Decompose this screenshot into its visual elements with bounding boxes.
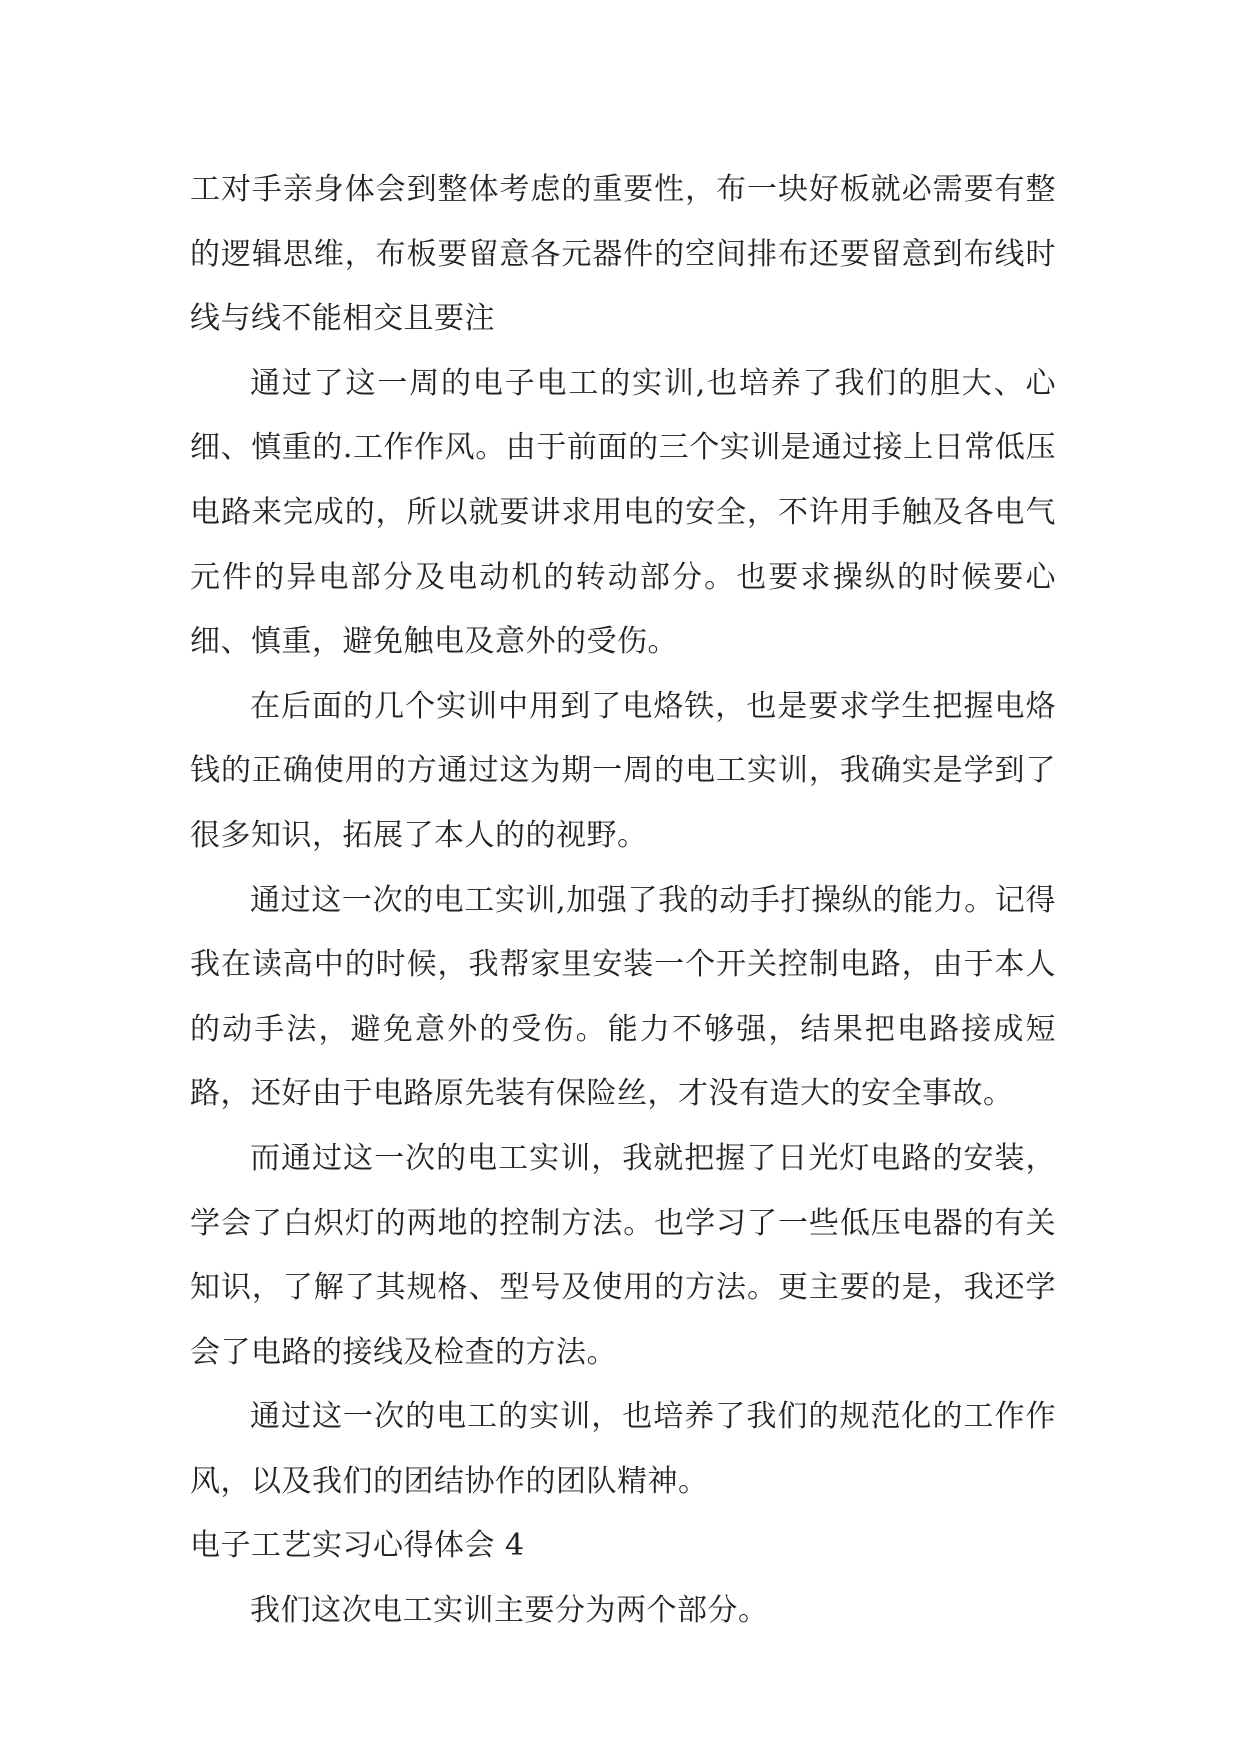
paragraph-hands-on-ability: 通过这一次的电工实训,加强了我的动手打操纵的能力。记得我在读高中的时候，我帮家里安装一个开关控制电路，由于本人的动手法，避免意外的受伤。能力不够强，结果把电路接成短路，还好由于电路原先装有保险丝，才没有造大的安全事故。	[190, 882, 1056, 1112]
document-page	[190, 158, 1056, 1644]
paragraph-two-parts: 我们这次电工实训主要分为两个部分。	[250, 1593, 769, 1629]
paragraph-training-week: 通过了这一周的电子电工的实训,也培养了我们的胆大、心细、慎重的.工作作风。由于前面的三个实训是通过接上日常低压电路来完成的，所以就要讲求用电的安全，不许用手触及各电气元件的异电部分及电动机的转动部分。也要求操纵的时候要心细、慎重，避免触电及意外的受伤。	[190, 365, 1056, 660]
section-heading: 电子工艺实习心得体会 4	[190, 1528, 525, 1564]
paragraph-soldering-iron: 在后面的几个实训中用到了电烙铁，也是要求学生把握电烙钱的正确使用的方通过这为期一周的电工实训，我确实是学到了很多知识，拓展了本人的的视野。	[190, 688, 1056, 853]
paragraph-teamwork: 通过这一次的电工的实训，也培养了我们的规范化的工作作风，以及我们的团结协作的团队精神。	[190, 1399, 1056, 1499]
paragraph-fluorescent-lamp: 而通过这一次的电工实训，我就把握了日光灯电路的安装，学会了白炽灯的两地的控制方法。也学习了一些低压电器的有关知识，了解了其规格、型号及使用的方法。更主要的是，我还学会了电路的接线及检查的方法。	[190, 1140, 1056, 1370]
paragraph-continuation: 工对手亲身体会到整体考虑的重要性，布一块好板就必需要有整的逻辑思维，布板要留意各元器件的空间排布还要留意到布线时线与线不能相交且要注	[190, 172, 1056, 337]
